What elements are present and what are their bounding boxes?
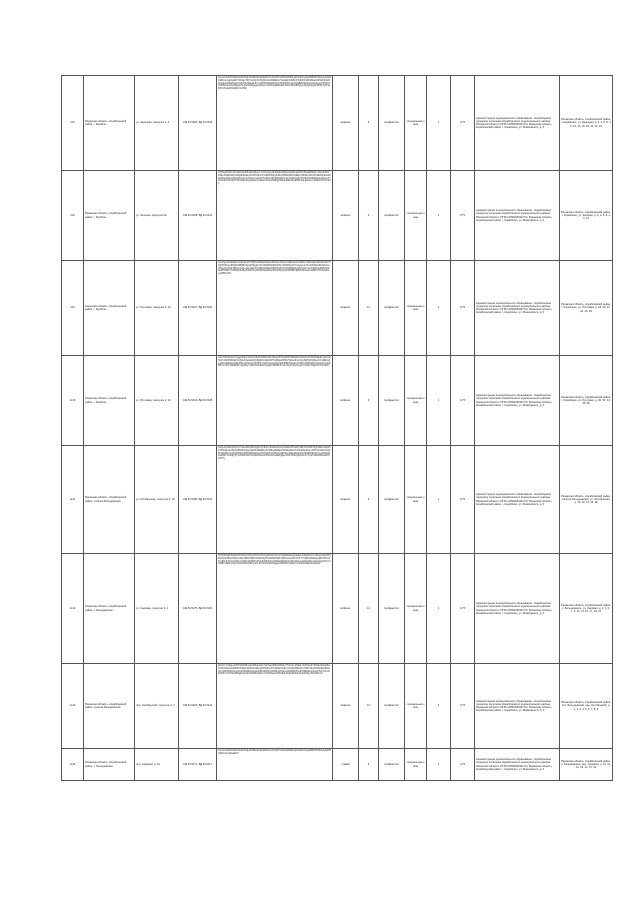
served-addresses-cell: Рязанская область, Кораблинский район, посёлок Бельдюжский, ул. Октябрьская, д. 10, 12, 14, 16, 18 <box>560 446 613 554</box>
served-addresses-cell: Рязанская область, Кораблинский район, с. Бельдюжское, пер. Садовый, д. 10, 11, 12, 13, 14, 15, 16 <box>560 749 613 781</box>
table-row <box>62 171 613 261</box>
district-cell: Рязанская область, Кораблинский район, посёлок Бельдюжский <box>84 664 135 749</box>
served-addresses-cell: Рязанская область, Кораблинский район, пос. Бельдюжский, пер. Октябрьский, д. 1, 2, 3, 4, 5, 6, 7, 8, 9 <box>560 664 613 749</box>
address-cell: ул. Зарецкая, переулок 2, 2 <box>135 76 179 171</box>
bins-count-cell: 2 <box>427 664 451 749</box>
placement-cell: специальная ниша <box>405 554 427 664</box>
bins-count-cell: 2 <box>427 261 451 356</box>
row-number: №12 <box>62 554 84 664</box>
address-cell: ул. Садовая, переулок 1, 1 <box>135 554 179 664</box>
coordinates-cell: СШ 53.9180, ВД 40.0123 <box>179 446 217 554</box>
area-count-cell: 12 <box>359 554 379 664</box>
row-number: №10 <box>62 356 84 446</box>
district-cell: Рязанская область, Кораблинский район, г. Корабли... <box>84 76 135 171</box>
placement-cell: специальная ниша <box>405 749 427 781</box>
fence-material-cell: профнастил <box>379 664 405 749</box>
address-cell: пер. Садовый, д. 10 <box>135 749 179 781</box>
operator-cell: Администрация муниципального образования - Кораблинское городское поселение Кораблинского муниципального района Рязанской области (ОГРН 1056206011173), Рязанская область, Кораблинский район, г. Кораблино, ул. Маяковского, д. 6 <box>475 446 560 554</box>
coordinates-cell: СШ 53.9171, ВД 40.0117 <box>179 749 217 781</box>
coordinates-cell: СШ 53.9203, ВД 40.0124 <box>179 664 217 749</box>
bin-volume-cell: 0,75 <box>451 356 475 446</box>
coordinates-cell: СШ 53.9217, ВД 40.0104 <box>179 261 217 356</box>
area-count-cell: 3 <box>359 446 379 554</box>
bins-count-cell: 1 <box>427 356 451 446</box>
served-addresses-cell: Рязанская область, Кораблинский район, г. Кораблино, ул. Почтовая, д. 30, 32, 34, 36, 38 <box>560 356 613 446</box>
geo-code-cell: b1NzXYVw9gLujh3SfTZQ0XBvqqzsPBeqYqi4C7wKSgukfMfGxi86Ahy79VVqSLJ29dd1AnoBz0o4kY6Nd3xhkzpjWE1Pe7hOSfwAuwSl9h41ISsRpfxk3nk6v0UaGzQZuWRsvJhIV2pSkNuD9LCGQRaJMBxibLU7RhzmFxU1HXIo9ka3fZKLJFLz4NKSN3Zj1LAgXr0vZXRdIRVwtgGKiKBeVE5iHrNpD3RqIm5Ua2mZtDvBj6h5bx4HO0EF9sIqrXeAFjTwY0qtvYkI0QZ3Fm1XtXhk4kPRgjI1jdeaMmM1fZKuWjNmYV2FWwqaVvOjDdk3pdFjEwDAA3r2oFiU3IHgLxFDhOlFLnbt <box>217 664 333 749</box>
row-number: №6 <box>62 76 84 171</box>
operator-cell: Администрация муниципального образования - Кораблинское городское поселение Кораблинского муниципального района Рязанской области (ОГРН 1056206011173), Рязанская область, Кораблинский район, г. Кораблино, ул. Маяковского, д. 6 <box>475 356 560 446</box>
placement-cell: специальная ниша <box>405 261 427 356</box>
placement-cell: специальная ниша <box>405 664 427 749</box>
bin-volume-cell: 0,75 <box>451 261 475 356</box>
table-row <box>62 749 613 781</box>
district-cell: Рязанская область, Кораблинский район, с. Бельдюжское <box>84 749 135 781</box>
address-cell: ул. Октябрьская, переулок 2, 10 <box>135 446 179 554</box>
surface-type-cell: асфальт <box>333 554 359 664</box>
operator-cell: Администрация муниципального образования - Кораблинское городское поселение Кораблинского муниципального района Рязанской области (ОГРН 1056206011173), Рязанская область, Кораблинский район, г. Кораблино, ул. Маяковского, д. 6 <box>475 171 560 261</box>
registry-table <box>61 75 613 781</box>
area-count-cell: 3 <box>359 356 379 446</box>
bin-volume-cell: 0,75 <box>451 171 475 261</box>
bins-count-cell: 1 <box>427 446 451 554</box>
geo-code-cell: 5trHj5X5eijbF5h2E0fNXG9FxbSHGYDIGb2Y6ArQd9JWFrcKFqcY6g5qlWklUQqJkJEvv4xklQ2DzeTLFt5xeC2e0mI8H9bNFHpOEXeAN3p7e8sxrN8P71BjMH4N1ffO6gPXeKl0MbHQ0LbM2ntsVuAU0m5LKYYHaZtOA6ZqkrjpqhRXXktm9TnqR9rrF40ybzUtA8wYC4jPkmjF28OPUHcA4QHZrZTeClzV6kENWr45A2rLjbl7d4amqgo8ZwA3jGJzyKdjJdgCN0vYCJIWBVsI8LRqTQyIxX81FhMxlThaHqYkCrJD7GHtfYJ28zSNjgLk25Rf05C7NjabHcmhz2FCa6Esx1QxR3Aw <box>217 554 333 664</box>
operator-cell: Администрация муниципального образования - Кораблинское городское поселение Кораблинского муниципального района Рязанской области (ОГРН 1056206011173), Рязанская область, Кораблинский район, г. Кораблино, ул. Маяковского, д. 6 <box>475 554 560 664</box>
coordinates-cell: СШ 53.9208, ВД 40.0101 <box>179 171 217 261</box>
area-count-cell: 3 <box>359 76 379 171</box>
table-row <box>62 446 613 554</box>
address-cell: ул. Зеленая, переулок 2в <box>135 171 179 261</box>
district-cell: Рязанская область, Кораблинский район, г. Корабли... <box>84 261 135 356</box>
placement-cell: специальная ниша <box>405 446 427 554</box>
geo-code-cell: o7WtLg0FPZrrySUIIQtNelAzP5mEGpMgzu7YQVpavJyoZhZHg6ceWtfu2LZpd3mgWWDxB1gRj6XMIj1xTZkx4wDF1MNFLSdvB0GdzGbaQRkZrlq9uXsNxtHs2FwTrmqBDHR4pyIb2bCdPE5a4IJKO2dE9zVFlMRLUEOoPu4ENSFIkeMIhtNvMVpg13kcw3tFO0GVn2mnyPIApL7sxEOK7Fc2ZOU2fCR3W4XPYdgcXTa29Ov5kHC7ZPFIWOfFBvpoFaNGnc1T0GzXqOUI4zrdF2TlDfVdSjPwUgqXjxE1vUwBezC6Uahy5RlDjyP3d50LIEbIbWegBFBmk4LE9ArCcY4OWIvOZ3V7hL8g <box>217 171 333 261</box>
surface-type-cell: асфальт <box>333 261 359 356</box>
table-row <box>62 554 613 664</box>
district-cell: Рязанская область, Кораблинский район, с. Бельдюжское <box>84 554 135 664</box>
geo-code-cell: hvcmVnAWJXrOlE4C2dNYNnjLMn5FEndGaK9a54ctzcxSlr20PYN4SA4bN9Rmg6Vb4rZnkswjsiM8hRSHdzdyhgwWKfnNRFoAmgFAuEZCY <box>217 749 333 781</box>
address-cell: пер. Октябрьский, переулок 2, 4 <box>135 664 179 749</box>
bin-volume-cell: 0,75 <box>451 76 475 171</box>
served-addresses-cell: Рязанская область, Кораблинский район, г. Кораблино, ул. Почтовая, д. 18, 20, 22, 24, 26, 28 <box>560 261 613 356</box>
address-cell: ул. Почтовая, переулок 2, 24 <box>135 356 179 446</box>
placement-cell: специальная ниша <box>405 76 427 171</box>
surface-type-cell: асфальт <box>333 356 359 446</box>
district-cell: Рязанская область, Кораблинский район, г. Корабли... <box>84 356 135 446</box>
fence-material-cell: профнастил <box>379 446 405 554</box>
table-row <box>62 261 613 356</box>
fence-material-cell: профнастил <box>379 356 405 446</box>
area-count-cell: 6 <box>359 749 379 781</box>
surface-type-cell: асфальт <box>333 76 359 171</box>
operator-cell: Администрация муниципального образования - Кораблинское городское поселение Кораблинского муниципального района Рязанской области (ОГРН 1056206011173), Рязанская область, Кораблинский район, г. Кораблино, ул. Маяковского, д. 6 <box>475 664 560 749</box>
operator-cell: Администрация муниципального образования - Кораблинское городское поселение Кораблинского муниципального района Рязанской области (ОГРН 1056206011173), Рязанская область, Кораблинский район, г. Кораблино, ул. Маяковского, д. 6 <box>475 261 560 356</box>
area-count-cell: 12 <box>359 664 379 749</box>
served-addresses-cell: Рязанская область, Кораблинский район, г. Кораблино, ул. Зарецкая, д. 2, 4, 6, 8, 10, 12, 14, 16, 18, 20, 22, 24 <box>560 76 613 171</box>
table-row <box>62 76 613 171</box>
bin-volume-cell: 0,75 <box>451 554 475 664</box>
operator-cell: Администрация муниципального образования - Кораблинское городское поселение Кораблинского муниципального района Рязанской области (ОГРН 1056206011173), Рязанская область, Кораблинский район, г. Кораблино, ул. Маяковского, д. 6 <box>475 76 560 171</box>
fence-material-cell: профнастил <box>379 261 405 356</box>
operator-cell: Администрация муниципального образования - Кораблинское городское поселение Кораблинского муниципального района Рязанской области (ОГРН 1056206011173), Рязанская область, Кораблинский район, г. Кораблино, ул. Маяковского, д. 6 <box>475 749 560 781</box>
served-addresses-cell: Рязанская область, Кораблинский район, с. Бельдюжское, ул. Садовая, д. 1, 3, 5, 7, 9, 11, 13, 15, 17, 19, 21 <box>560 554 613 664</box>
coordinates-cell: СШ 53.9205, ВД 40.0105 <box>179 76 217 171</box>
area-count-cell: 12 <box>359 261 379 356</box>
fence-material-cell: профнастил <box>379 76 405 171</box>
placement-cell: специальная ниша <box>405 171 427 261</box>
district-cell: Рязанская область, Кораблинский район, посёлок Бельдюжский <box>84 446 135 554</box>
geo-code-cell: hvcmVnAWJXrOlE4C2dNYNnjLMn5FEndGaK9a54ctzcxSlr20PYN4SA4bN9Rmg6Vb4rZnkswjsiM8hRSHdzdyhgwWKfnNRFoAmgFAuEZCYRz4lyx7SOYkqV3xSrXlIyWUvi1hdW2EFw7ySxa8tjmC8ZNqYK3IVD1NIIbmBnsdnDH0nrhpW4TVp3zjKmSA6MvNpAYxZPeXU3NkgaLBnYL06ZZIVMXa9bG5yYR0HbtMy7cgqJJGdIBZPHQvEnlvwXbamqvY8FhjK2I7R5HlPu6L0ckuQBgwCKL2wZA54GqagvIa0rwemv26X1WqEIBwR2m5aG7OkaNB4gbyVI6QQFdpqjdnMCBr7gTfmw8XOUfCsE2PlGKEStxYoPINh <box>217 76 333 171</box>
bin-volume-cell: 0,75 <box>451 664 475 749</box>
address-cell: ул. Почтовая, переулок 2, 24 <box>135 261 179 356</box>
surface-type-cell: гравий <box>333 749 359 781</box>
bin-volume-cell: 0,75 <box>451 749 475 781</box>
placement-cell: специальная ниша <box>405 356 427 446</box>
table-row <box>62 356 613 446</box>
geo-code-cell: tu5YZCBxp4NmmmiggFJ0ZgYt4CZzd19pHnRWWHuWJZ6QyPFfHv93N07HiMrjWoSOF2itfmP7IXD9G6a3kL1Jd7yaFSC4Y2ZNRSZDgjXSvIDpUKpwbaw0QVBxQ0bXLEIL8S76Ck8ykxZ5hbUTjq0o2JFzxoSAJSAH2GWSjumlVc1EMmc4vpU5GOE6R3o0xZDWhkexQsWz1mHHHHTbJsZTfrrDpAsi8y07bZFfNBbXs3LiEUVtnBP7d7k5tI0W0vTjsdzaKvSyjU8XBTmrJrlAYTaE4RM3YAjtxDlqvTndBrhGi8vBu9nG5jbg0tTEDBXX7x0m5XyZ3Xp2SngXDYy4MuYlMgHC37QoZ4W7 <box>217 356 333 446</box>
geo-code-cell: 0oZsypCJ4lZLQfQmVYL5evIM2C3tPGngRrnTpBnCm5nbaPrrDGUVxwN2m9T6w2fYZ8PJXnSNlDYPgPxBfsLGNhF5s72P3qbbNyAf1Qq1PHMcaHwyfx9q7BLN95kDoULIhWEyMkW4oPSP4ZG24sH7uVtFb46CZ1nLLk0ThXpvSbxSVrqAKLV8ZZ8yvqwObg2f5RjOmRPAkRKkkI6csX3YZOZMCQnD6qndi2E7Z2c0dzEuEMapjKCz0M3IRbBq2r0zeuJDGNKRGwDWCYmRqfzQTmV6dOhNnb7xXdjiIZ5Fb2iUZV6LOsrSyZaWgEpcOD3nHtNoCgwx0Im1YOyqi7m08xRBVwGBYxPu5TIy <box>217 446 333 554</box>
fence-material-cell: профнастил <box>379 749 405 781</box>
surface-type-cell: асфальт <box>333 446 359 554</box>
area-count-cell: 3 <box>359 171 379 261</box>
coordinates-cell: СШ 53.9175, ВД 40.0103 <box>179 554 217 664</box>
bins-count-cell: 1 <box>427 171 451 261</box>
surface-type-cell: асфальт <box>333 171 359 261</box>
bins-count-cell: 1 <box>427 76 451 171</box>
bin-volume-cell: 0,75 <box>451 446 475 554</box>
row-number: №9 <box>62 261 84 356</box>
fence-material-cell: профнастил <box>379 171 405 261</box>
geo-code-cell: Qm4TgwxtFkKbkj4OvQ2XrELSDHTj8FeF8vBkaNdA0dUfJO3ccJRDyXwTE8Cav0vrN2PR17nBNd1Ij0CNfZlzZUdKXPhgPPrrWyuzdRC8AZ4BMEVRyaAPWgbxCKOv64M9SF0RCStTsmv5QRSEnbHYvoIpsemkJ7nvk4PdZEn9kOfALNotQSDuOpuJ9qFQR3kdJzIeLcJwmaNdJQH1BkDGNMbRJfiW0Nu5VdhQ4NIM8a2Lg2KPyXnhv1OVqIWGAgRt8u0y5zwe9tPO04bYmAMXdpIbdBgTfWkNOLyCkMZw5qa3ZbwIP3s43OgVpj7jbDFf8Mz4j0FlhVEXeaLnm2MlCXCmKaVIfArmyMtMSAN6 <box>217 261 333 356</box>
fence-material-cell: профнастил <box>379 554 405 664</box>
district-cell: Рязанская область, Кораблинский район, г. Корабли... <box>84 171 135 261</box>
table-row <box>62 664 613 749</box>
surface-type-cell: асфальт <box>333 664 359 749</box>
row-number: №13 <box>62 664 84 749</box>
row-number: №11 <box>62 446 84 554</box>
row-number: №14 <box>62 749 84 781</box>
served-addresses-cell: Рязанская область, Кораблинский район, г. Кораблино, ул. Зеленая, д. 2, 4, 6, 8, 10, 12 <box>560 171 613 261</box>
bins-count-cell: 2 <box>427 554 451 664</box>
bins-count-cell: 1 <box>427 749 451 781</box>
row-number: №8 <box>62 171 84 261</box>
coordinates-cell: СШ 53.9214, ВД 40.0108 <box>179 356 217 446</box>
